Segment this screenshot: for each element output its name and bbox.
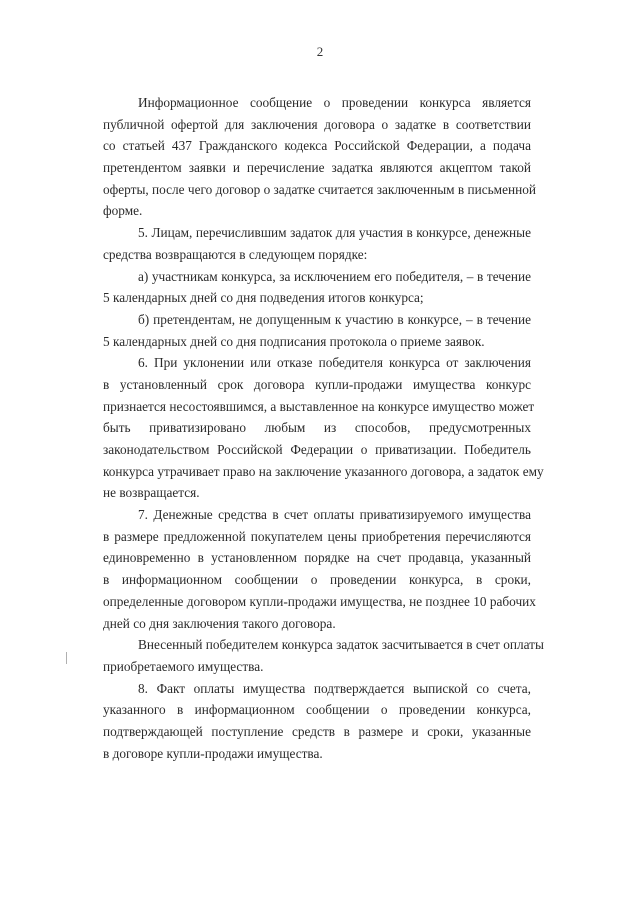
text-line: 5 календарных дней со дня подведения итогов конкурса; (103, 290, 424, 306)
text-line: форме. (103, 203, 143, 219)
text-line: 7. Денежные средства в счет оплаты приватизируемого имущества (138, 507, 531, 523)
text-line: 8. Факт оплаты имущества подтверждается выпиской со счета, (138, 680, 531, 696)
text-line: со статьей 437 Гражданского кодекса Российской Федерации, а подача (103, 138, 531, 154)
text-line: публичной офертой для заключения договора о задатке в соответствии (103, 116, 531, 132)
text-line: приобретаемого имущества. (103, 658, 264, 674)
text-line: оферты, после чего договор о задатке считается заключенным в письменной (103, 181, 536, 197)
text-line: в информационном сообщении о проведении конкурса, в сроки, (103, 572, 531, 588)
text-line: дней со дня заключения такого договора. (103, 615, 336, 631)
text-line: законодательством Российской Федерации о приватизации. Победитель (103, 442, 531, 457)
text-line: Информационное сообщение о проведении конкурса является (138, 95, 531, 110)
text-line: в установленный срок договора купли-продажи имущества конкурс (103, 376, 531, 392)
text-line: 6. При уклонении или отказе победителя конкурса от заключения (138, 355, 531, 371)
text-line: претендентом заявки и перечисление задатка являются акцептом такой (103, 160, 531, 176)
page-number: 2 (316, 44, 324, 59)
text-line: Внесенный победителем конкурса задаток засчитывается в счет оплаты (138, 637, 544, 653)
text-line: подтверждающей поступление средств в размере и сроки, указанные (103, 723, 531, 739)
text-line: признается несостоявшимся, а выставленное на конкурсе имущество может (103, 398, 535, 414)
text-line: средства возвращаются в следующем порядке: (103, 246, 368, 262)
text-line: в договоре купли-продажи имущества. (103, 745, 323, 761)
text-line: указанного в информационном сообщении о проведении конкурса, (103, 702, 531, 718)
text-line: а) участникам конкурса, за исключением его победителя, – в течение (138, 268, 531, 284)
text-line: определенные договором купли-продажи имущества, не позднее 10 рабочих (103, 593, 536, 609)
text-line: б) претендентам, не допущенным к участию в конкурсе, – в течение (138, 311, 531, 327)
text-line: 5. Лицам, перечислившим задаток для участия в конкурсе, денежные (138, 225, 531, 241)
text-line: 5 календарных дней со дня подписания протокола о приеме заявок. (103, 333, 485, 349)
text-line: единовременно в установленном порядке на счет продавца, указанный (103, 550, 531, 566)
scan-artifact (66, 652, 67, 664)
text-line: быть приватизировано любым из способов, предусмотренных (103, 420, 531, 436)
text-line: не возвращается. (103, 485, 200, 501)
body-text (103, 92, 544, 764)
text-line: конкурса утрачивает право на заключение указанного договора, а задаток ему (103, 463, 544, 479)
text-line: в размере предложенной покупателем цены приобретения перечисляются (103, 528, 531, 544)
